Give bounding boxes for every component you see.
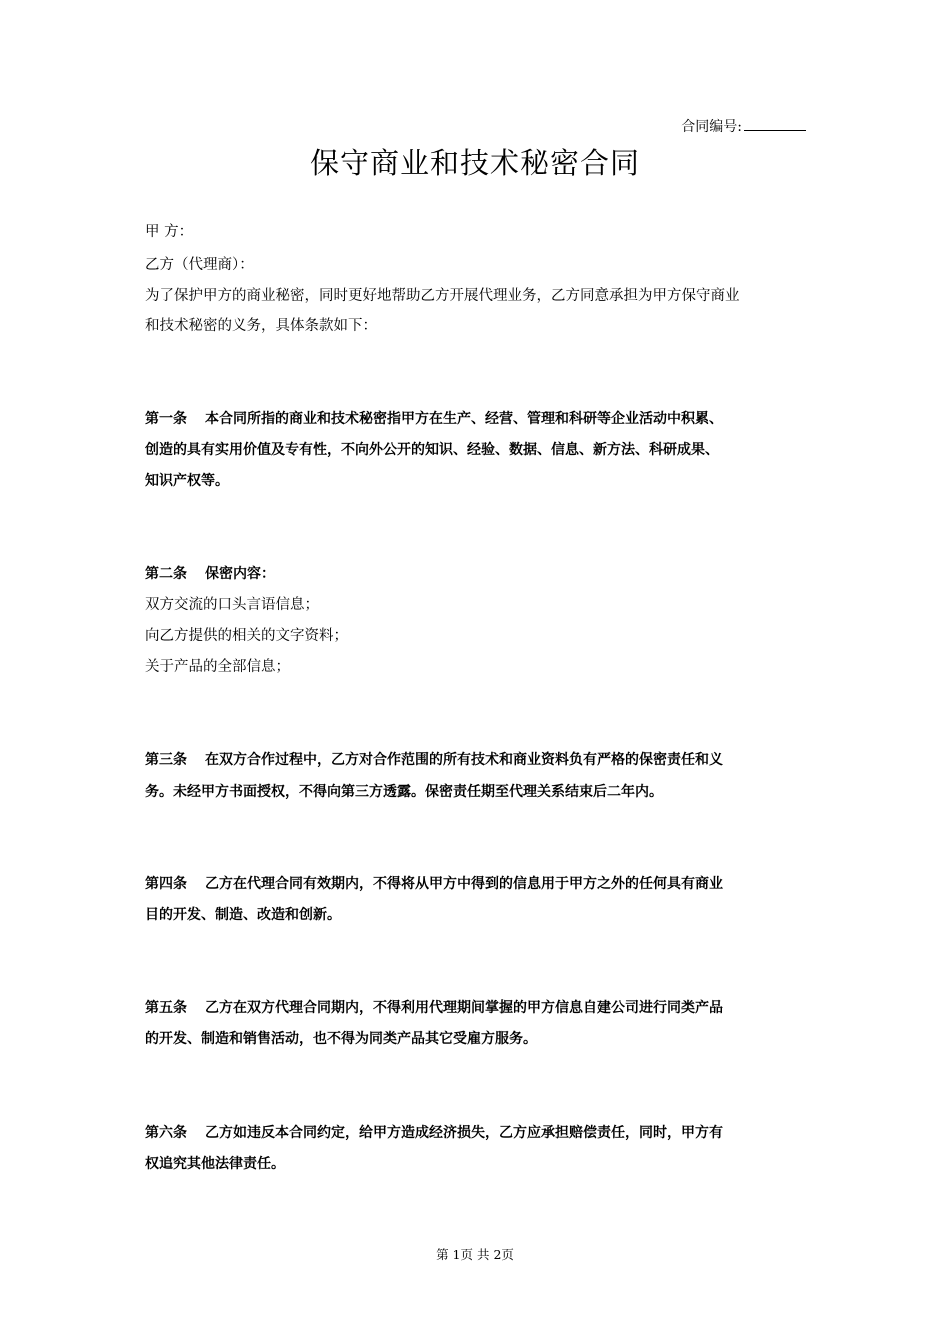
article-2-label: 第二条 [145, 566, 187, 582]
article-3-line-1 [145, 750, 810, 770]
party-a: 甲 方： [145, 224, 194, 240]
article-1-line-2: 创造的具有实用价值及专有性，不向外公开的知识、经验、数据、信息、新方法、科研成果、 [145, 442, 719, 458]
article-6-label: 第六条 [145, 1125, 187, 1141]
article-1-text-1: 本合同所指的商业和技术秘密指甲方在生产、经营、管理和科研等企业活动中积累、 [205, 411, 723, 427]
article-1-line-3: 知识产权等。 [145, 473, 229, 489]
article-6-line-1 [145, 1123, 810, 1143]
article-2-heading-text: 保密内容： [205, 566, 275, 582]
article-3-label: 第三条 [145, 752, 187, 768]
article-2-item-3: 关于产品的全部信息； [145, 659, 290, 675]
article-5-line-1 [145, 998, 810, 1018]
article-2-item-1: 双方交流的口头言语信息； [145, 597, 319, 613]
article-2-item-2: 向乙方提供的相关的文字资料； [145, 628, 348, 644]
intro-line-1: 为了保护甲方的商业秘密，同时更好地帮助乙方开展代理业务，乙方同意承担为甲方保守商业 [145, 288, 740, 304]
article-5-text-1: 乙方在双方代理合同期内，不得利用代理期间掌握的甲方信息自建公司进行同类产品 [205, 1000, 723, 1016]
article-1-line-1 [145, 409, 810, 429]
article-4-line-2: 目的开发、制造、改造和创新。 [145, 907, 341, 923]
article-4-label: 第四条 [145, 876, 187, 892]
article-2-heading [145, 564, 810, 584]
article-4-line-1 [145, 874, 810, 894]
document-title: 保守商业和技术秘密合同 [309, 146, 640, 180]
contract-number-field [681, 116, 806, 137]
contract-number-label: 合同编号: [681, 119, 742, 135]
party-b: 乙方（代理商）： [145, 257, 254, 273]
intro-line-2: 和技术秘密的义务，具体条款如下： [145, 318, 377, 334]
contract-number-blank [744, 116, 806, 131]
page-footer: 第 1页 共 2页 [436, 1247, 514, 1262]
article-5-label: 第五条 [145, 1000, 187, 1016]
article-4-text-1: 乙方在代理合同有效期内，不得将从甲方中得到的信息用于甲方之外的任何具有商业 [205, 876, 723, 892]
article-1-label: 第一条 [145, 411, 187, 427]
article-6-text-1: 乙方如违反本合同约定，给甲方造成经济损失，乙方应承担赔偿责任，同时，甲方有 [205, 1125, 723, 1141]
article-3-line-2: 务。未经甲方书面授权，不得向第三方透露。保密责任期至代理关系结束后二年内。 [145, 784, 663, 800]
article-5-line-2: 的开发、制造和销售活动，也不得为同类产品其它受雇方服务。 [145, 1031, 537, 1047]
article-3-text-1: 在双方合作过程中，乙方对合作范围的所有技术和商业资料负有严格的保密责任和义 [205, 752, 723, 768]
article-6-line-2: 权追究其他法律责任。 [145, 1156, 285, 1172]
